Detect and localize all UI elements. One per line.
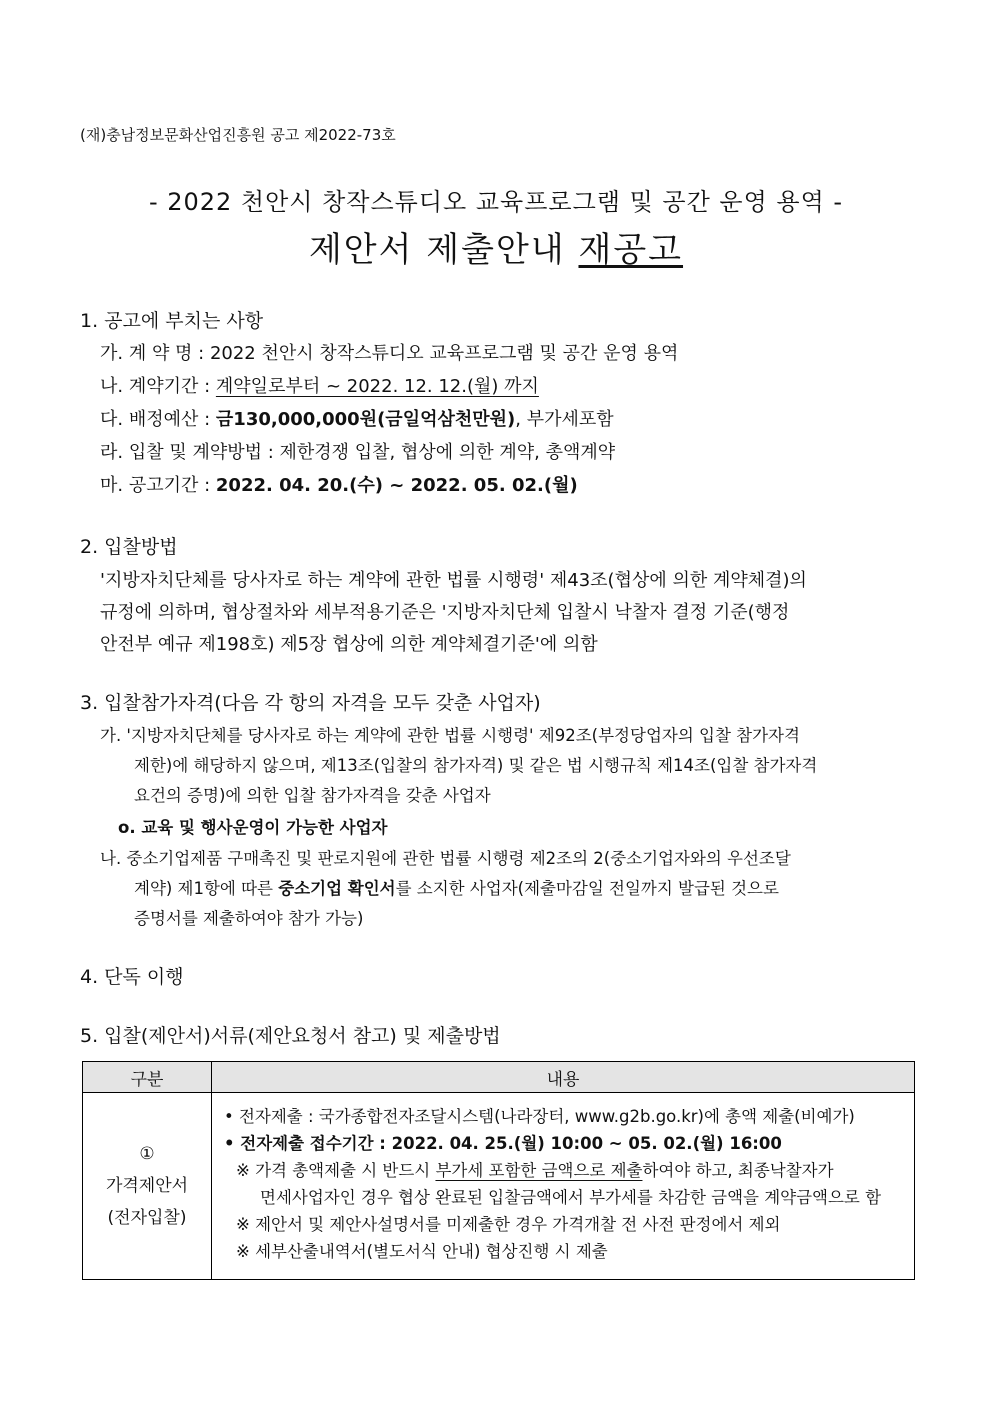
qualification-b-line: 나. 중소기업제품 구매촉진 및 판로지원에 관한 법률 시행령 제2조의 2(중소기업자와의 우선조달 [100, 849, 791, 868]
qualification-a-line: 요건의 증명)에 의한 입찰 참가자격을 갖춘 사업자 [134, 786, 491, 805]
notice-number: (재)충남정보문화산업진흥원 공고 제2022-73호 [80, 126, 396, 144]
section5-heading: 5. 입찰(제안서)서류(제안요청서 참고) 및 제출방법 [80, 1025, 501, 1047]
note-vat-continued: 면세사업자인 경우 협상 완료된 입찰금액에서 부가세를 차감한 금액을 계약금액으로 함 [260, 1188, 882, 1207]
category-name: 가격제안서 [105, 1176, 189, 1196]
notice-period-label: 마. 공고기간 : [100, 475, 216, 496]
qualification-a-line: 제한)에 해당하지 않으며, 제13조(입찰의 참가자격) 및 같은 법 시행규칙 제14조(입찰 참가자격 [134, 756, 818, 775]
note-vat-emphasis: 부가세 포함한 금액으로 제출 [435, 1161, 643, 1180]
budget-label: 다. 배정예산 : [100, 409, 216, 430]
bullet-electronic-submission: • 전자제출 : 국가종합전자조달시스템(나라장터, www.g2b.go.kr)에 총액 제출(비예가) [224, 1107, 855, 1126]
section3-heading [80, 688, 541, 715]
qualification-b-text: 를 소지한 사업자(제출마감일 전일까지 발급된 것으로 [395, 879, 779, 898]
category-type: (전자입찰) [107, 1208, 187, 1228]
note-cost-breakdown: ※ 세부산출내역서(별도서식 안내) 협상진행 시 제출 [236, 1242, 608, 1261]
document-title [0, 222, 992, 271]
qualification-b-text: 계약) 제1항에 따른 [134, 879, 279, 898]
contract-name-label: 가. 계 약 명 : [100, 343, 210, 364]
qualification-a-note: o. 교육 및 행사운영이 가능한 사업자 [118, 818, 388, 837]
table-header-row [83, 1062, 915, 1093]
sme-certificate: 중소기업 확인서 [278, 879, 396, 898]
column-header-content: 내용 [212, 1062, 915, 1093]
contract-period-value: 계약일로부터 ~ 2022. 12. 12.(월) 까지 [215, 376, 539, 397]
column-header-category: 구분 [83, 1062, 212, 1093]
note-vat-text: ※ 가격 총액제출 시 반드시 [236, 1161, 436, 1180]
section2-heading: 2. 입찰방법 [80, 536, 178, 558]
document-subtitle: - 2022 천안시 창작스튜디오 교육프로그램 및 공간 운영 용역 - [148, 188, 844, 216]
title-reannouncement: 재공고 [578, 230, 684, 270]
qualification-b-line [134, 875, 779, 899]
budget-value: 금130,000,000원(금일억삼천만원) [215, 409, 516, 430]
bidding-method [100, 438, 615, 464]
content-cell [212, 1093, 915, 1280]
section3-heading-text: 3. 입찰참가자격 [80, 692, 215, 714]
notice-period-value: 2022. 04. 20.(수) ~ 2022. 05. 02.(월) [215, 475, 578, 496]
note-exclusion: ※ 제안서 및 제안사설명서를 미제출한 경우 가격개찰 전 사전 판정에서 제외 [236, 1215, 781, 1234]
row-number: ① [139, 1144, 155, 1164]
contract-name-value: 2022 천안시 창작스튜디오 교육프로그램 및 공간 운영 용역 [209, 343, 679, 364]
section4-heading: 4. 단독 이행 [80, 966, 184, 988]
bullet-submission-period: • 전자제출 접수기간 : 2022. 04. 25.(월) 10:00 ~ 05. 02.(월) 16:00 [224, 1134, 782, 1153]
submission-table [82, 1061, 915, 1280]
section2-line: 규정에 의하며, 협상절차와 세부적용기준은 '지방자치단체 입찰시 낙찰자 결정 기준(행정 [100, 602, 790, 623]
contract-name [100, 339, 678, 365]
category-cell [83, 1093, 212, 1280]
bidding-method-value: 제한경쟁 입찰, 협상에 의한 계약, 총액계약 [279, 442, 616, 463]
bidding-method-label: 라. 입찰 및 계약방법 : [100, 442, 280, 463]
section2-line: '지방자치단체를 당사자로 하는 계약에 관한 법률 시행령' 제43조(협상에 의한 계약체결)의 [100, 570, 807, 591]
note-vat [220, 1157, 906, 1184]
budget [100, 405, 614, 431]
budget-suffix: , 부가세포함 [515, 409, 614, 430]
contract-period-label: 나. 계약기간 : [100, 376, 216, 397]
title-main: 제안서 제출안내 [308, 230, 579, 270]
section1-heading: 1. 공고에 부치는 사항 [80, 310, 264, 332]
table-row [83, 1093, 915, 1280]
qualification-b-line: 증명서를 제출하여야 참가 가능) [134, 909, 364, 928]
qualification-a-line: 가. '지방자치단체를 당사자로 하는 계약에 관한 법률 시행령' 제92조(부정당업자의 입찰 참가자격 [100, 726, 800, 745]
section2-line: 안전부 예규 제198호) 제5장 협상에 의한 계약체결기준'에 의함 [100, 634, 598, 655]
section3-heading-note: (다음 각 항의 자격을 모두 갖춘 사업자) [214, 692, 541, 714]
contract-period [100, 372, 539, 398]
note-vat-text: 하여야 하고, 최종낙찰자가 [642, 1161, 834, 1180]
notice-period [100, 471, 578, 497]
